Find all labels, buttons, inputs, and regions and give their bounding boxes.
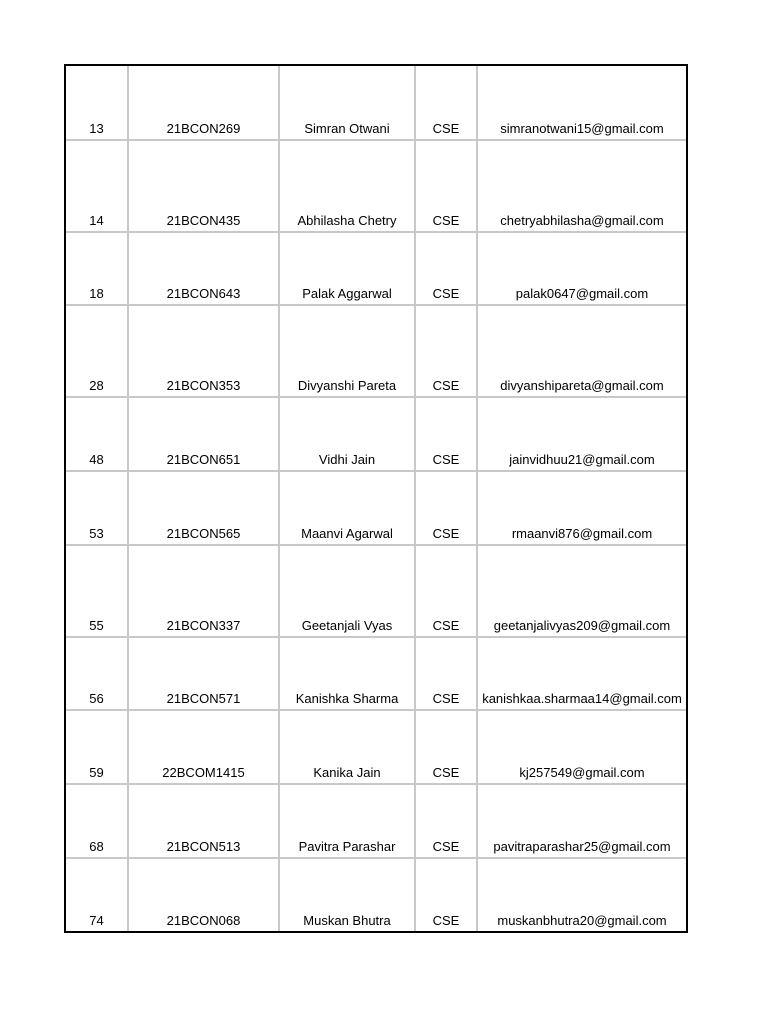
student-name-cell: Palak Aggarwal <box>280 233 416 305</box>
roll-number-cell: 21BCON337 <box>129 546 280 636</box>
roll-number-cell: 21BCON068 <box>129 859 280 931</box>
email-cell: simranotwani15@gmail.com <box>500 120 664 136</box>
email-cell: chetryabhilasha@gmail.com <box>500 212 664 228</box>
roll-number-cell: 21BCON269 <box>129 66 280 139</box>
table-row <box>66 66 686 141</box>
serial-number-cell: 53 <box>66 472 129 544</box>
roll-number-cell: 21BCON353 <box>129 306 280 396</box>
table-row <box>66 306 686 398</box>
serial-number-cell: 14 <box>66 141 129 231</box>
department-cell: CSE <box>416 638 478 710</box>
email-cell: kanishkaa.sharmaa14@gmail.com <box>482 691 682 707</box>
student-name-cell: Muskan Bhutra <box>280 859 416 931</box>
roll-number-cell: 21BCON643 <box>129 233 280 305</box>
serial-number-cell: 48 <box>66 398 129 470</box>
email-cell: geetanjalivyas209@gmail.com <box>493 617 671 633</box>
email-cell: pavitraparashar25@gmail.com <box>493 839 671 855</box>
department-cell: CSE <box>416 546 478 636</box>
roll-number-cell: 22BCOM1415 <box>129 711 280 783</box>
roll-number-cell: 21BCON651 <box>129 398 280 470</box>
student-name-cell: Maanvi Agarwal <box>280 472 416 544</box>
table-row <box>66 546 686 638</box>
serial-number-cell: 55 <box>66 546 129 636</box>
department-cell: CSE <box>416 66 478 139</box>
roll-number-cell: 21BCON565 <box>129 472 280 544</box>
serial-number-cell: 56 <box>66 638 129 710</box>
student-table <box>64 64 688 933</box>
email-cell: muskanbhutra20@gmail.com <box>497 912 667 928</box>
student-name-cell: Abhilasha Chetry <box>280 141 416 231</box>
student-name-cell: Simran Otwani <box>280 66 416 139</box>
department-cell: CSE <box>416 472 478 544</box>
roll-number-cell: 21BCON435 <box>129 141 280 231</box>
table-row <box>66 859 686 931</box>
serial-number-cell: 68 <box>66 785 129 857</box>
student-name-cell: Vidhi Jain <box>280 398 416 470</box>
table-row <box>66 711 686 785</box>
serial-number-cell: 74 <box>66 859 129 931</box>
table-row <box>66 398 686 472</box>
department-cell: CSE <box>416 859 478 931</box>
email-cell: divyanshipareta@gmail.com <box>500 378 664 394</box>
table-row <box>66 141 686 233</box>
roll-number-cell: 21BCON571 <box>129 638 280 710</box>
student-name-cell: Kanishka Sharma <box>280 638 416 710</box>
student-name-cell: Geetanjali Vyas <box>280 546 416 636</box>
email-cell: kj257549@gmail.com <box>519 765 645 781</box>
department-cell: CSE <box>416 398 478 470</box>
department-cell: CSE <box>416 785 478 857</box>
table-row <box>66 638 686 712</box>
department-cell: CSE <box>416 233 478 305</box>
student-name-cell: Kanika Jain <box>280 711 416 783</box>
email-cell: jainvidhuu21@gmail.com <box>509 452 655 468</box>
table-row <box>66 785 686 859</box>
serial-number-cell: 28 <box>66 306 129 396</box>
table-row <box>66 233 686 307</box>
department-cell: CSE <box>416 306 478 396</box>
email-cell: palak0647@gmail.com <box>515 286 649 302</box>
roll-number-cell: 21BCON513 <box>129 785 280 857</box>
student-name-cell: Divyanshi Pareta <box>280 306 416 396</box>
serial-number-cell: 13 <box>66 66 129 139</box>
serial-number-cell: 59 <box>66 711 129 783</box>
email-cell: rmaanvi876@gmail.com <box>511 525 653 541</box>
table-row <box>66 472 686 546</box>
department-cell: CSE <box>416 141 478 231</box>
student-name-cell: Pavitra Parashar <box>280 785 416 857</box>
department-cell: CSE <box>416 711 478 783</box>
serial-number-cell: 18 <box>66 233 129 305</box>
